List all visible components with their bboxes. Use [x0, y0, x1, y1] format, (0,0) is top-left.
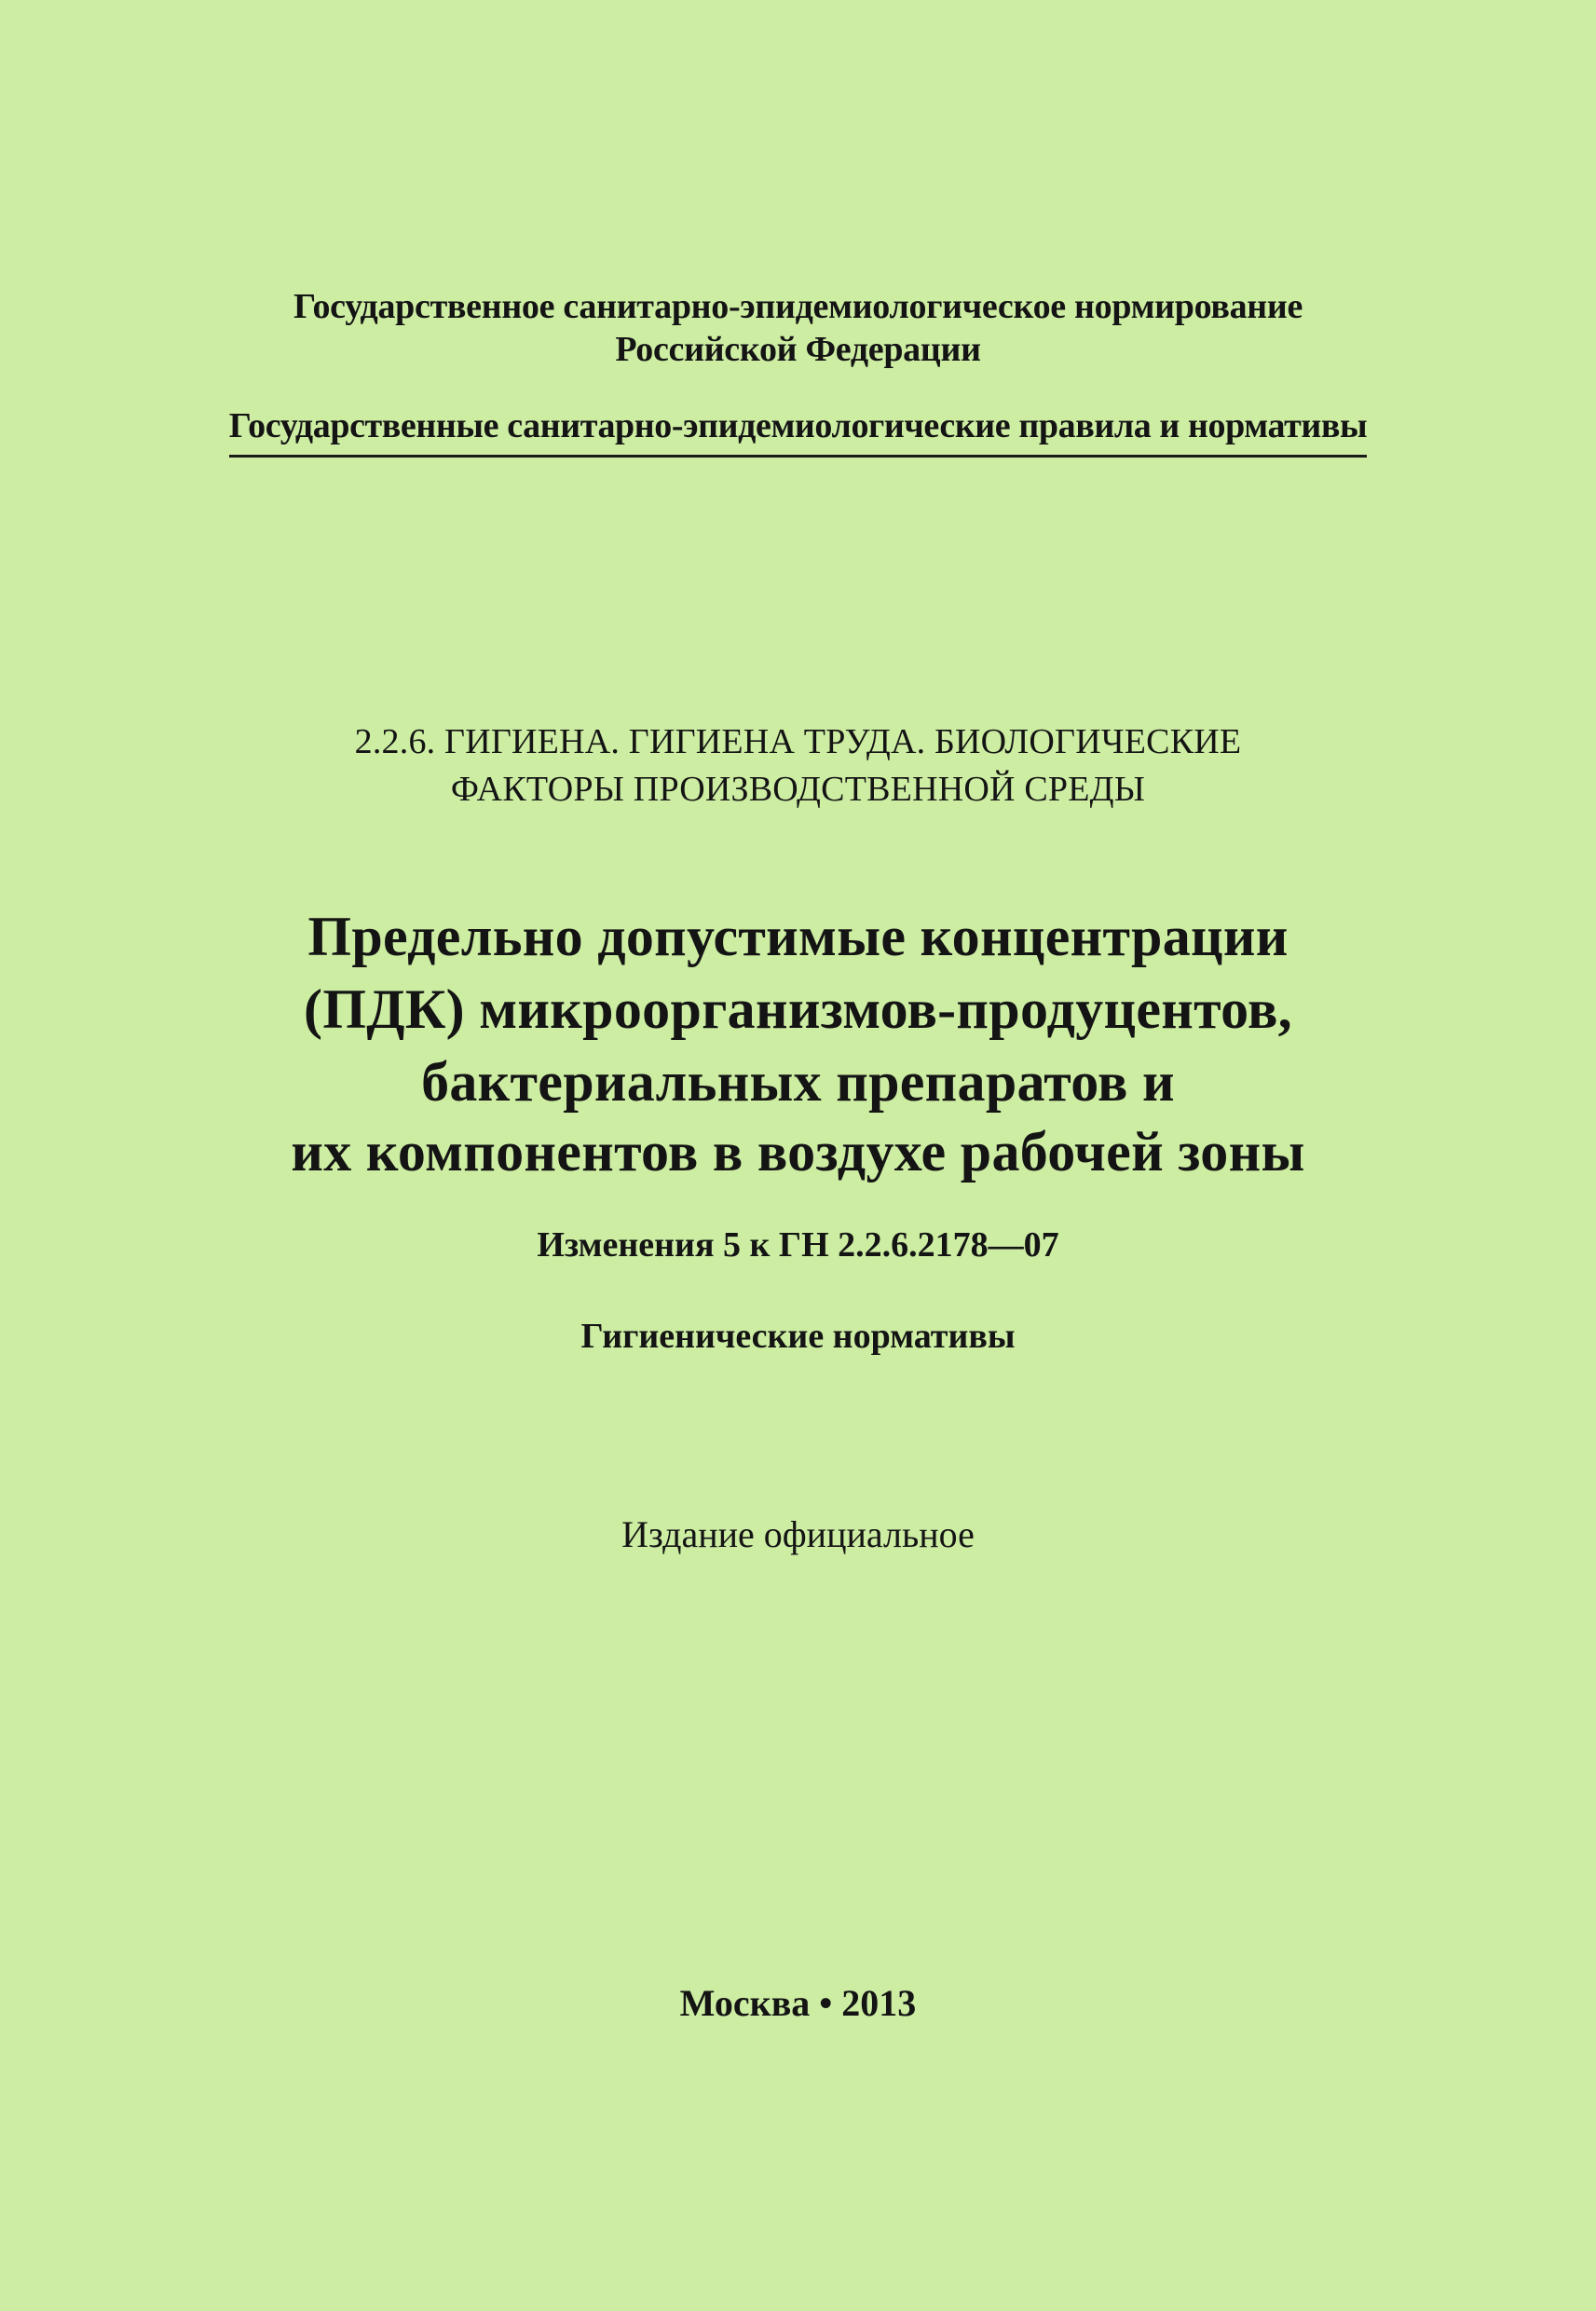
document-type-label: Гигиенические нормативы	[580, 1317, 1016, 1356]
series-title: Государственные санитарно-эпидемиологические правила и нормативы	[229, 408, 1368, 458]
document-title-line-1: Предельно допустимые концентрации	[307, 906, 1289, 967]
section-heading-line-2: ФАКТОРЫ ПРОИЗВОДСТВЕННОЙ СРЕДЫ	[450, 770, 1146, 809]
org-title-line-2: Российской Федерации	[615, 330, 981, 369]
document-title-line-4: их компонентов в воздухе рабочей зоны	[291, 1121, 1305, 1183]
amendment-label: Изменения 5 к ГН 2.2.6.2178—07	[537, 1225, 1059, 1265]
document-title-line-3: бактериальных препаратов и	[421, 1051, 1175, 1113]
edition-label: Издание официальное	[621, 1513, 975, 1555]
section-heading-line-1: 2.2.6. ГИГИЕНА. ГИГИЕНА ТРУДА. БИОЛОГИЧЕСКИЕ	[354, 722, 1242, 761]
document-title-line-2: (ПДК) микроорганизмов-продуцентов,	[304, 978, 1292, 1040]
series-block	[0, 408, 1596, 458]
org-title-line-1: Государственное санитарно-эпидемиологическое нормирование	[293, 287, 1303, 326]
publication-place-year: Москва • 2013	[679, 1982, 917, 2024]
